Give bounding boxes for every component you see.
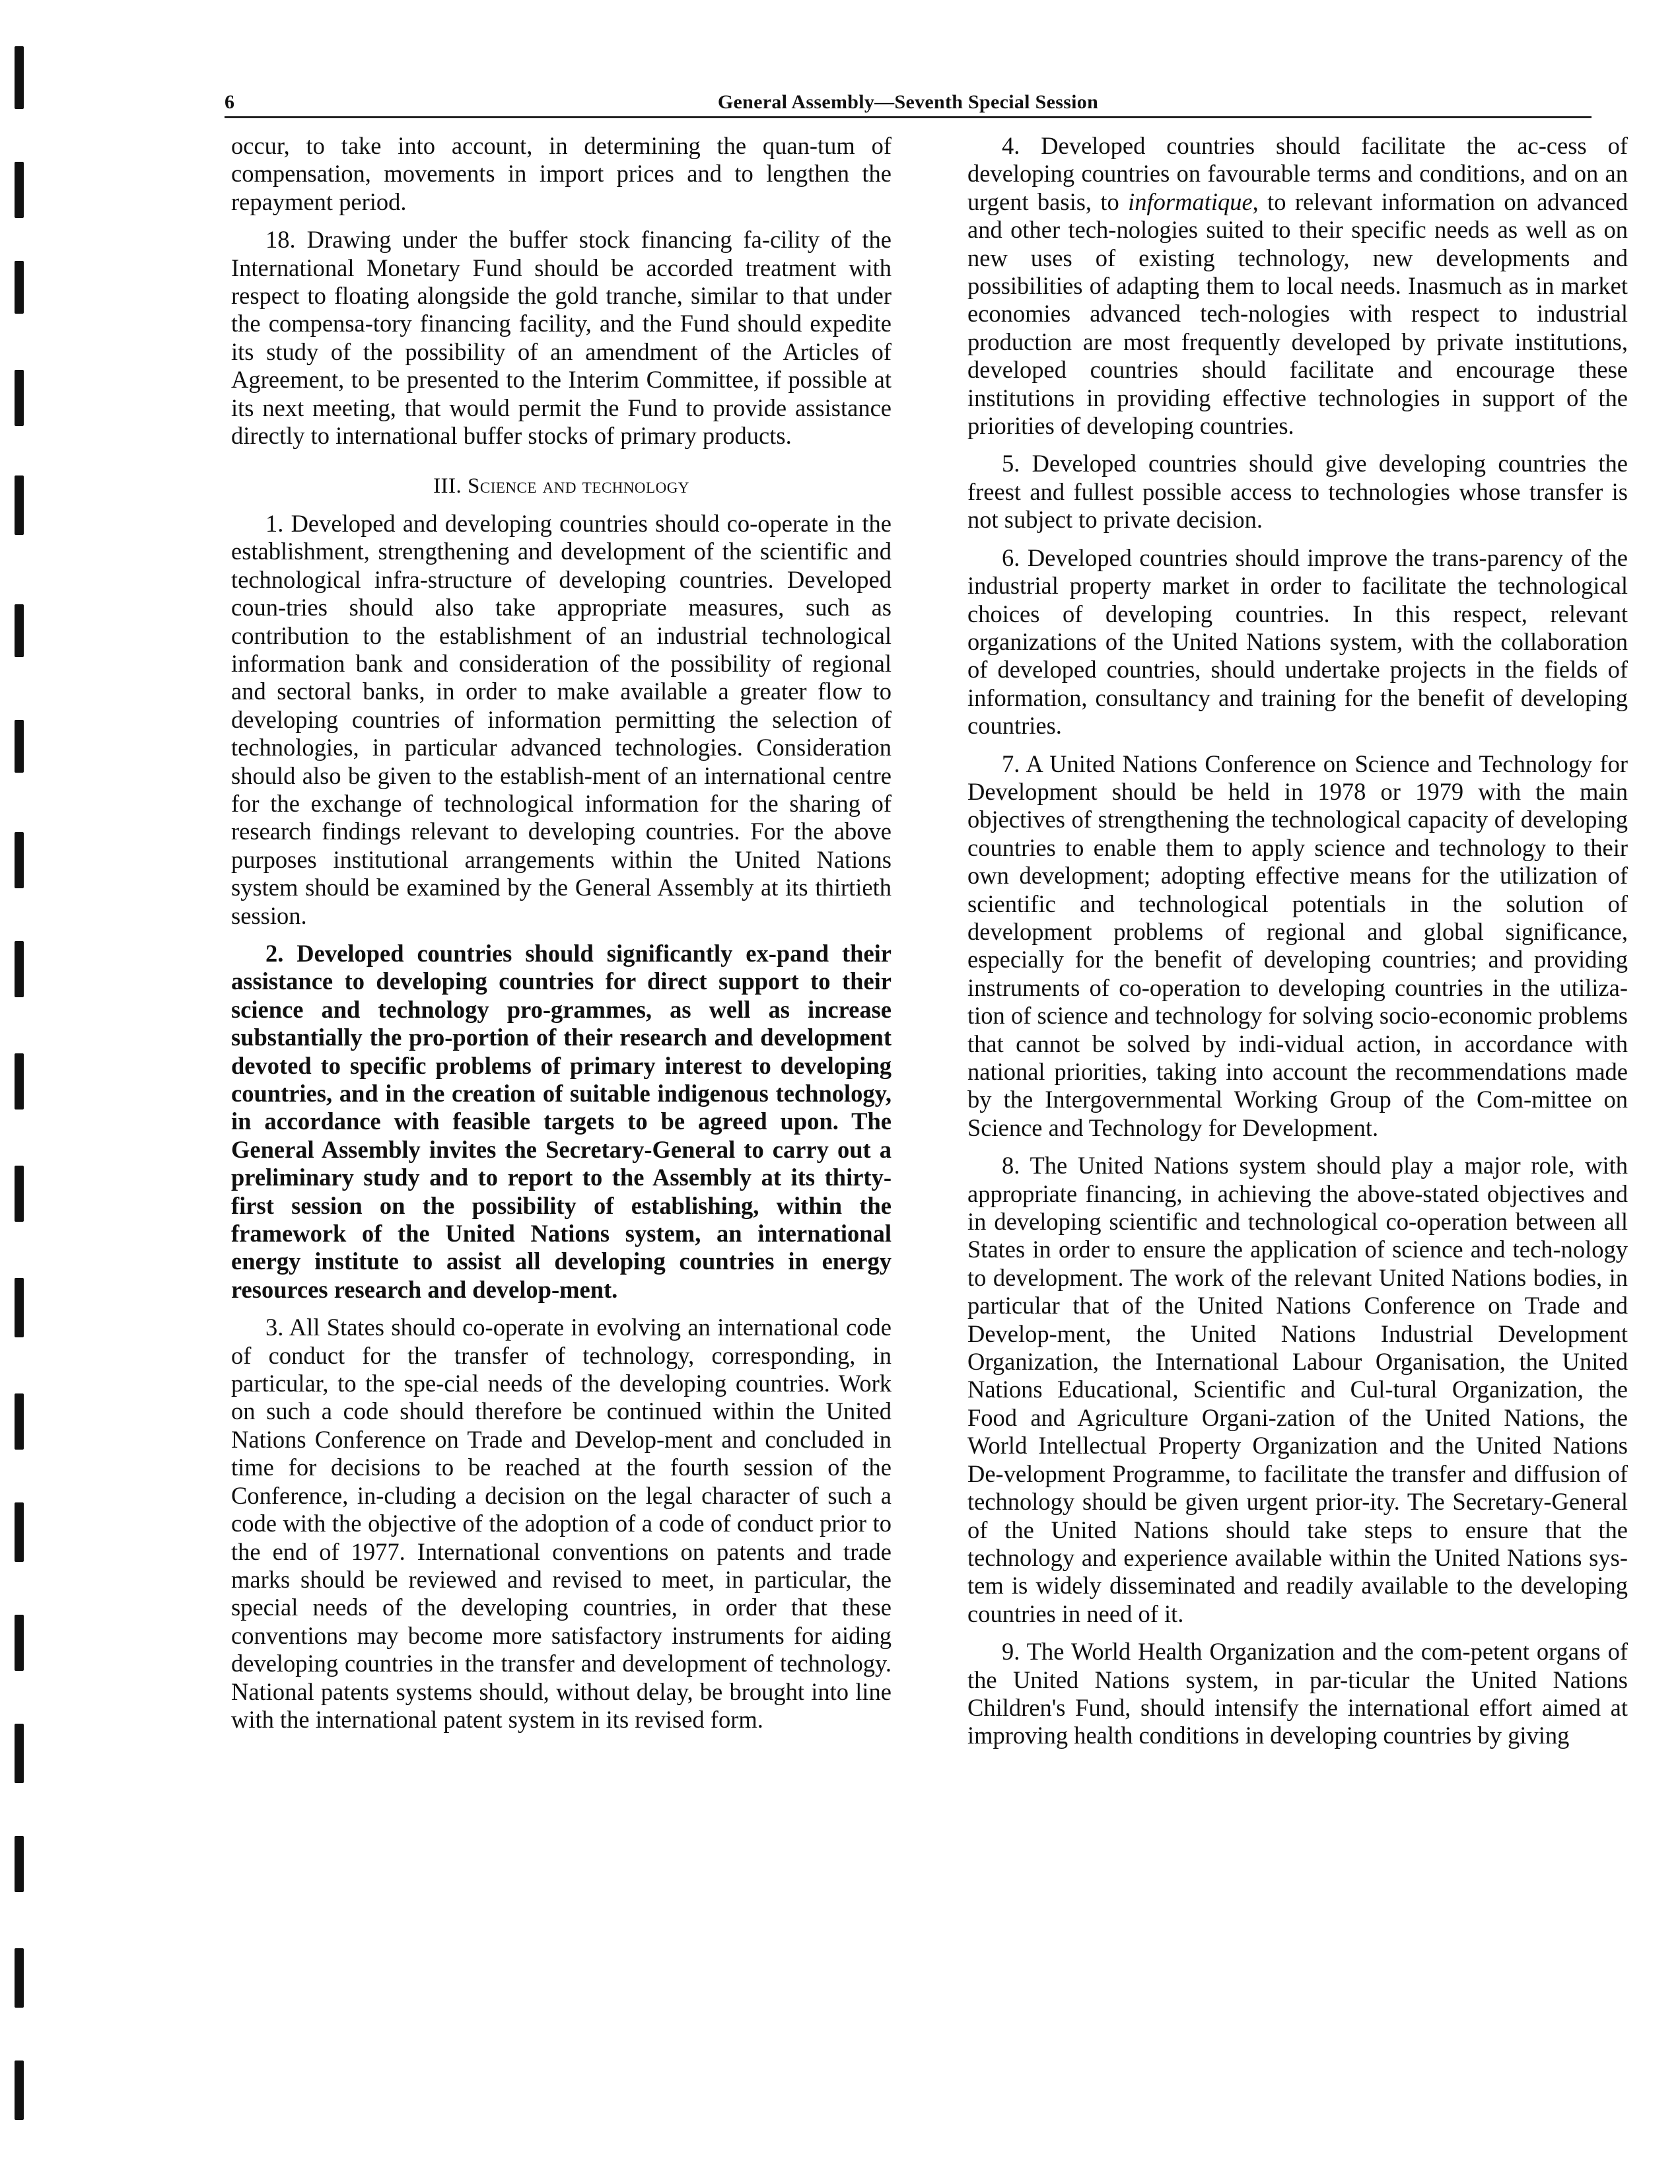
binding-mark [15,1836,24,1892]
paragraph-4-rest: , to relevant information on advanced and other tech-nologies suited to their specific needs as well as on new uses of existing technology, new developments and possibilities of adapting them to local needs. Inasmuch as in market economies advanced tech-nologies with respect to industrial production are most frequently developed by private institutions, developed countries should facilitate and encourage these institutions in providing effective technologies in support of the priorities of developing countries. [967,188,1628,440]
binding-mark [15,1724,24,1783]
binding-mark [15,1615,24,1671]
binding-mark [15,1502,24,1562]
binding-mark [15,162,24,218]
page-number: 6 [225,91,234,113]
left-column [231,132,892,1744]
binding-mark [15,370,24,426]
binding-mark [15,832,24,888]
running-head: General Assembly—Seventh Special Session [717,91,1099,113]
binding-mark [15,941,24,997]
binding-mark [15,476,24,535]
paragraph-2: 2. Developed countries should significantly ex-pand their assistance to developing countries for direct support to their science and technology pro-grammes, as well as increase substantially the pro-portion of their research and development devoted to specific problems of primary interest to developing countries, and in the creation of suitable indigenous technology, in accordance with feasible targets to be agreed upon. The General Assembly invites the Secretary-General to carry out a preliminary study and to report to the Assembly at its thirty-first session on the possibility of establishing, within the framework of the United Nations system, an international energy institute to assist all developing countries in energy resources research and develop-ment. [231,939,892,1303]
paragraph-continued: occur, to take into account, in determining the quan-tum of compensation, movements in import prices and to lengthen the repayment period. [231,132,892,215]
paragraph-4-text: 4. Developed countries should facilitate the ac-cess of developing countries on favourable terms and conditions, and on an urgent basis, to [967,132,1628,215]
paragraph-5: 5. Developed countries should give developing countries the freest and fullest possible access to technologies whose transfer is not subject to private decision. [967,450,1628,534]
paragraph-6: 6. Developed countries should improve the trans-parency of the industrial property market in order to facilitate the technological choices of developing countries. In this respect, relevant organizations of the United Nations system, with the collaboration of developed countries, should undertake projects in the fields of information, consultancy and training for the benefit of developing countries. [967,544,1628,740]
section-title: Science and technology [468,474,689,499]
section-number: III. [433,474,462,499]
binding-mark [15,604,24,657]
binding-mark [15,1166,24,1222]
paragraph-4 [967,132,1628,440]
paragraph-8: 8. The United Nations system should play a major role, with appropriate financing, in achieving the above-stated objectives and in developing scientific and technological co-operation between all States in order to ensure the application of science and tech-nology to development. The work of the relevant United Nations bodies, in particular that of the United Nations Conference on Trade and Develop-ment, the United Nations Industrial Development Organization, the International Labour Organisation, the United Nations Educational, Scientific and Cul-tural Organization, the Food and Agriculture Organi-zation of the United Nations, the World Intellectual Property Organization and the United Nations De-velopment Programme, to facilitate the transfer and diffusion of technology should be given urgent prior-ity. The Secretary-General of the United Nations should take steps to ensure that the technology and experience available within the United Nations sys-tem is widely disseminated and readily available to the developing countries in need of it. [967,1152,1628,1627]
binding-mark [15,46,24,109]
binding-mark [15,1948,24,2008]
paragraph-1: 1. Developed and developing countries should co-operate in the establishment, strengthening and development of the scientific and technological infra-structure of developing countries. Developed coun-tries should also take appropriate measures, such as contribution to the establishment of an industrial technological information bank and consideration of the possibility of regional and sectoral banks, in order to make available a greater flow to developing countries of information permitting the selection of technologies, in particular advanced technologies. Consideration should also be given to the establish-ment of an international centre for the exchange of technological information for the sharing of research findings relevant to developing countries. For the above purposes institutional arrangements within the United Nations system should be examined by the General Assembly at its thirtieth session. [231,509,892,929]
right-column [967,132,1628,1760]
binding-mark [15,1278,24,1337]
binding-mark [15,1053,24,1110]
binding-mark [15,720,24,773]
paragraph-7: 7. A United Nations Conference on Science and Technology for Development should be held in 1978 or 1979 with the main objectives of strengthening the technological capacity of developing countries to enable them to apply science and technology to their own development; adopting effective means for the utilization of scientific and technological potentials in the solution of development problems of regional and global significance, especially for the benefit of developing countries; and providing instruments of co-operation to developing countries in the utiliza-tion of science and technology for solving socio-economic problems that cannot be solved by indi-vidual action, in accordance with national priorities, taking into account the recommendations made by the Intergovernmental Working Group of the Com-mittee on Science and Technology for Development. [967,750,1628,1141]
paragraph-9: 9. The World Health Organization and the com-petent organs of the United Nations system, in par-ticular the United Nations Children's Fund, should intensify the international effort aimed at improving health conditions in developing countries by giving [967,1638,1628,1749]
binding-mark [15,1393,24,1450]
binding-mark [15,2061,24,2120]
paragraph-3: 3. All States should co-operate in evolving an international code of conduct for the transfer of technology, corresponding, in particular, to the spe-cial needs of the developing countries. Work on such a code should therefore be continued within the United Nations Conference on Trade and Develop-ment and concluded in time for decisions to be reached at the fourth session of the Conference, in-cluding a decision on the legal character of such a code with the objective of the adoption of a code of conduct prior to the end of 1977. International conventions on patents and trade marks should be reviewed and revised to meet, in particular, the special needs of the developing countries, in order that these conventions may become more satisfactory instruments for aiding developing countries in the transfer and development of technology. National patents systems should, without delay, be brought into line with the international patent system in its revised form. [231,1314,892,1733]
binding-mark [15,261,24,314]
paragraph-18: 18. Drawing under the buffer stock financing fa-cility of the International Monetary Fund should be accorded treatment with respect to floating alongside the gold tranche, similar to that under the compensa-tory financing facility, and the Fund should expedite its study of the possibility of an amendment of the Articles of Agreement, to be presented to the Interim Committee, if possible at its next meeting, that would permit the Fund to provide assistance directly to international buffer stocks of primary products. [231,226,892,450]
section-heading [231,472,892,500]
paragraph-4-italic: informatique [1128,188,1253,215]
page-header [225,87,1592,118]
